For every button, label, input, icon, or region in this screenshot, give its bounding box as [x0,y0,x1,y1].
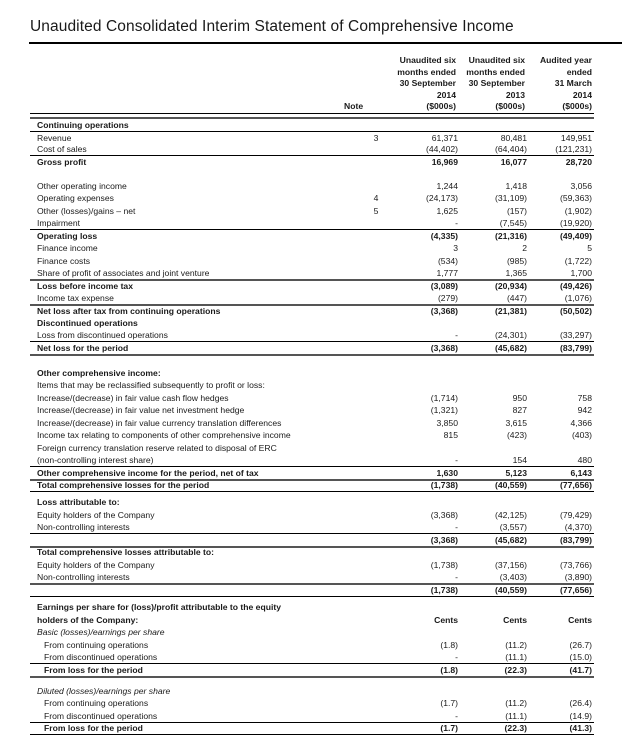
value-2013-six-months: (3,403) [499,572,527,582]
value-2014-audited-year: (26.4) [569,698,592,708]
header-line: 2013 [505,89,525,100]
value-2013-six-months: (7,545) [499,218,527,228]
statement-row [30,205,594,217]
page-title: Unaudited Consolidated Interim Statement of Comprehensive Income [30,18,514,35]
header-line: months ended [466,66,525,77]
row-note: 3 [373,133,379,143]
row-label: Cost of sales [37,144,87,154]
value-2014-six-months: (1,321) [430,405,458,415]
value-2014-six-months: 1,244 [436,181,458,191]
statement-row [30,392,594,404]
value-2014-six-months: 815 [443,430,458,440]
row-label: Income tax relating to components of other comprehensive income [37,430,291,440]
row-label: From loss for the period [44,665,143,675]
value-2014-six-months: (279) [437,293,458,303]
row-label: Loss before income tax [37,281,133,291]
value-2014-audited-year: 1,700 [570,268,592,278]
value-2014-six-months: - [455,572,458,582]
value-2013-six-months: (24,301) [494,330,527,340]
value-2014-six-months: (1.8) [440,665,458,675]
value-2013-six-months: 16,077 [500,157,527,167]
value-2013-six-months: 80,481 [500,133,527,143]
value-2014-six-months: (1,714) [430,393,458,403]
value-2014-six-months: (3,368) [430,535,458,545]
row-label: Gross profit [37,157,87,167]
value-2013-six-months: (64,404) [494,144,527,154]
value-2013-six-months: (423) [506,430,527,440]
value-2014-six-months: (3,089) [430,281,458,291]
statement-row [30,292,594,306]
statement-row [30,156,594,168]
value-2014-six-months: (1.8) [440,640,458,650]
header-line: Audited year [539,55,592,65]
value-2014-six-months: (4,335) [430,231,458,241]
value-2014-six-months: 61,371 [431,133,458,143]
statement-row [30,614,594,626]
row-label: (non-controlling interest share) [37,455,154,465]
value-2014-audited-year: (3,890) [564,572,592,582]
value-2014-six-months: - [455,218,458,228]
row-label: Net loss for the period [37,343,129,353]
statement-row [30,367,594,379]
header-line: Unaudited six [468,55,525,65]
column-header-2013-six-months [455,55,525,113]
statement-row [30,584,594,597]
value-2013-six-months: 2 [522,243,527,253]
statement-row [30,664,594,678]
statement-row [30,305,594,317]
value-2014-six-months: (3,368) [430,306,458,316]
row-label: Finance costs [37,256,91,266]
header-line: ($000s) [562,101,592,111]
value-2014-audited-year: (19,920) [559,218,592,228]
value-2013-six-months: (11.2) [505,698,527,708]
statement-row [30,571,594,585]
value-2014-audited-year: Cents [568,615,592,625]
value-2013-six-months: (157) [506,206,527,216]
row-label: Other comprehensive income for the period, net of tax [37,468,259,478]
value-2014-six-months: - [455,711,458,721]
value-2013-six-months: 950 [512,393,527,403]
value-2014-audited-year: (50,502) [559,306,592,316]
header-line: 30 September [399,78,456,88]
statement-row [30,230,594,242]
row-label: Equity holders of the Company [37,510,155,520]
value-2014-audited-year: (1,902) [564,206,592,216]
row-label: Continuing operations [37,120,129,130]
statement-row [30,521,594,534]
value-2014-audited-year: 6,143 [570,468,592,478]
value-2013-six-months: (42,125) [494,510,527,520]
row-label: Increase/(decrease) in fair value net investment hedge [37,405,245,415]
statement-row [30,329,594,342]
row-label: Basic (losses)/earnings per share [37,627,165,637]
value-2014-audited-year: 5 [587,243,592,253]
row-label: Income tax expense [37,293,114,303]
row-label: Total comprehensive losses attributable to: [37,547,215,557]
value-2013-six-months: 1,418 [505,181,527,191]
row-label: Increase/(decrease) in fair value currency translation differences [37,418,282,428]
statement-row [30,559,594,571]
value-2014-six-months: - [455,652,458,662]
value-2014-audited-year: 480 [577,455,592,465]
value-2014-six-months: (3,368) [430,510,458,520]
statement-row [30,192,594,204]
row-label: Finance income [37,243,98,253]
statement-row [30,217,594,230]
value-2014-audited-year: 4,366 [570,418,592,428]
row-label: Increase/(decrease) in fair value cash flow hedges [37,393,229,403]
header-line: 30 September [468,78,525,88]
header-line: ended [566,66,592,77]
statement-row [30,546,594,558]
statement-row [30,442,594,454]
statement-row [30,626,594,638]
value-2013-six-months: (21,381) [494,306,527,316]
row-label: Foreign currency translation reserve related to disposal of ERC [37,443,277,453]
statement-row [30,509,594,521]
row-label: Other (losses)/gains – net [37,206,136,216]
value-2014-audited-year: 942 [577,405,592,415]
value-2014-six-months: (1,738) [430,480,458,490]
statement-row [30,601,594,613]
header-line: 2014 [572,89,592,100]
value-2014-audited-year: (1,076) [564,293,592,303]
value-2014-six-months: 3 [453,243,458,253]
row-label: Non-controlling interests [37,522,130,532]
statement-row [30,722,594,735]
value-2014-six-months: - [455,455,458,465]
value-2014-audited-year: 758 [577,393,592,403]
row-label: Share of profit of associates and joint venture [37,268,210,278]
value-2014-six-months: (1,738) [430,560,458,570]
row-label: Items that may be reclassified subsequently to profit or loss: [37,380,265,390]
row-label: From continuing operations [44,698,149,708]
row-label: Impairment [37,218,80,228]
value-2014-audited-year: (49,426) [559,281,592,291]
value-2013-six-months: Cents [503,615,527,625]
row-label: Loss attributable to: [37,497,120,507]
value-2014-audited-year: (121,231) [555,144,592,154]
row-label: Other operating income [37,181,127,191]
value-2013-six-months: (3,557) [499,522,527,532]
value-2013-six-months: (20,934) [494,281,527,291]
statement-row [30,117,594,131]
row-label: From loss for the period [44,723,143,733]
statement-row [30,417,594,429]
header-line: 31 March [554,78,592,88]
value-2014-audited-year: (83,799) [559,343,592,353]
value-2014-six-months: 3,850 [436,418,458,428]
value-2014-six-months: 1,625 [436,206,458,216]
row-note: 5 [373,206,379,216]
value-2014-six-months: (1.7) [440,698,458,708]
value-2014-six-months: (24,173) [425,193,458,203]
statement-row [30,404,594,416]
row-label: Operating loss [37,231,98,241]
statement-row [30,496,594,508]
statement-row [30,317,594,329]
value-2014-audited-year: (49,409) [559,231,592,241]
value-2014-six-months: (1,738) [430,585,458,595]
row-label: Equity holders of the Company [37,560,155,570]
value-2013-six-months: (22.3) [504,723,527,733]
row-label: Other comprehensive income: [37,368,161,378]
statement-row [30,379,594,391]
value-2014-six-months: - [455,522,458,532]
header-rule [30,113,594,114]
value-2014-audited-year: (15.0) [569,652,592,662]
statement-row [30,342,594,356]
row-label: From continuing operations [44,640,149,650]
column-header-2014-audited-year [525,55,592,113]
header-line: 2014 [436,89,456,100]
column-header-note: Note [344,101,364,111]
value-2014-audited-year: 149,951 [560,133,592,143]
value-2014-six-months: (3,368) [430,343,458,353]
statement-row [30,429,594,441]
statement-row [30,242,594,254]
value-2013-six-months: 154 [512,455,527,465]
value-2014-audited-year: (403) [571,430,592,440]
value-2013-six-months: (447) [506,293,527,303]
value-2014-audited-year: (79,429) [559,510,592,520]
row-label: Revenue [37,133,72,143]
value-2014-audited-year: (33,297) [559,330,592,340]
statement-row [30,697,594,709]
value-2013-six-months: (985) [506,256,527,266]
row-label: Loss from discontinued operations [37,330,168,340]
statement-row [30,180,594,192]
header-line: Unaudited six [399,55,456,65]
value-2014-six-months: (44,402) [425,144,458,154]
value-2013-six-months: 1,365 [505,268,527,278]
value-2014-audited-year: (26.7) [569,640,592,650]
row-label: Diluted (losses)/earnings per share [37,686,171,696]
value-2014-six-months: 1,630 [436,468,458,478]
header-line: ($000s) [495,101,525,111]
value-2013-six-months: 827 [512,405,527,415]
value-2014-audited-year: (77,656) [559,480,592,490]
row-label: Net loss after tax from continuing operations [37,306,221,316]
value-2014-audited-year: (73,766) [559,560,592,570]
value-2014-six-months: Cents [434,615,458,625]
statement-row [30,143,594,156]
row-label: From discontinued operations [44,711,158,721]
value-2014-audited-year: (1,722) [564,256,592,266]
row-label: Discontinued operations [37,318,138,328]
value-2013-six-months: (45,682) [494,535,527,545]
row-label: Earnings per share for (loss)/profit attributable to the equity [37,602,281,612]
row-label: From discontinued operations [44,652,158,662]
row-label: holders of the Company: [37,615,139,625]
statement-row [30,479,594,492]
statement-row [30,639,594,651]
value-2013-six-months: (40,559) [494,585,527,595]
row-label: Operating expenses [37,193,114,203]
value-2014-audited-year: (83,799) [559,535,592,545]
header-line: months ended [397,66,456,77]
value-2013-six-months: (31,109) [494,193,527,203]
column-header-2014-six-months [388,55,456,113]
header-line: ($000s) [426,101,456,111]
value-2013-six-months: 5,123 [505,468,527,478]
value-2014-audited-year: (4,370) [564,522,592,532]
value-2014-six-months: 1,777 [436,268,458,278]
statement-row [30,454,594,467]
value-2013-six-months: (45,682) [494,343,527,353]
value-2014-audited-year: (77,656) [559,585,592,595]
value-2013-six-months: 3,615 [505,418,527,428]
row-label: Total comprehensive losses for the period [37,480,210,490]
value-2013-six-months: (22.3) [504,665,527,675]
value-2014-six-months: 16,969 [431,157,458,167]
value-2014-audited-year: (41.7) [569,665,592,675]
value-2013-six-months: (11.1) [505,711,527,721]
statement-row [30,267,594,281]
statement-row [30,651,594,664]
value-2014-six-months: (1.7) [440,723,458,733]
statement-row [30,685,594,697]
value-2013-six-months: (37,156) [494,560,527,570]
value-2014-audited-year: (41.3) [569,723,592,733]
row-label: Non-controlling interests [37,572,130,582]
value-2013-six-months: (11.1) [505,652,527,662]
value-2014-audited-year: 3,056 [570,181,592,191]
value-2013-six-months: (11.2) [505,640,527,650]
title-rule [29,42,622,44]
value-2014-audited-year: (59,363) [559,193,592,203]
value-2014-six-months: (534) [437,256,458,266]
statement-row [30,280,594,292]
value-2013-six-months: (21,316) [494,231,527,241]
value-2014-six-months: - [455,330,458,340]
statement-row [30,255,594,267]
value-2014-audited-year: 28,720 [565,157,592,167]
row-note: 4 [373,193,379,203]
value-2014-audited-year: (14.9) [569,711,592,721]
value-2013-six-months: (40,559) [494,480,527,490]
